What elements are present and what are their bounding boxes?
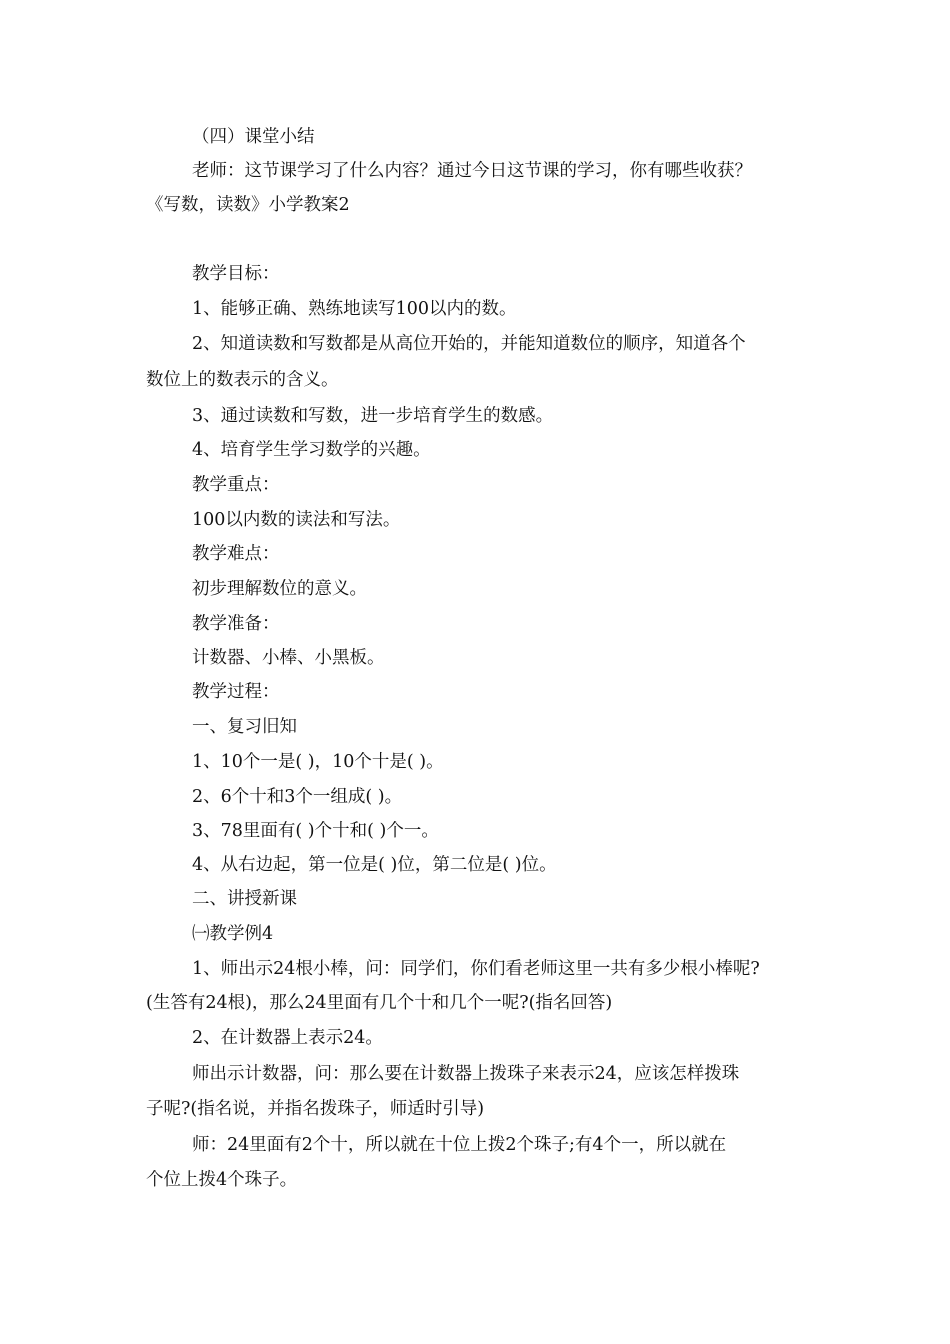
heading-objectives: 教学目标：	[192, 264, 280, 284]
subsection-heading: ㈠教学例4	[192, 924, 274, 944]
paragraph-line: 1、师出示24根小棒，问：同学们，你们看老师这里一共有多少根小棒呢?	[192, 959, 760, 979]
paragraph-line: 师出示计数器，问：那么要在计数器上拨珠子来表示24，应该怎样拨珠	[192, 1064, 740, 1084]
paragraph-line: 2、在计数器上表示24。	[192, 1028, 383, 1048]
heading-process: 教学过程：	[192, 682, 280, 702]
paragraph-line: 个位上拨4个珠子。	[146, 1170, 298, 1190]
section-heading-new-lesson: 二、讲授新课	[192, 889, 297, 909]
list-item: 3、通过读数和写数，进一步培育学生的数感。	[192, 406, 554, 426]
list-item: 2、知道读数和写数都是从高位开始的，并能知道数位的顺序，知道各个	[192, 334, 746, 354]
paragraph-line: 师：24里面有2个十，所以就在十位上拨2个珠子;有4个一，所以就在	[192, 1135, 727, 1155]
section-heading-summary: （四）课堂小结	[192, 127, 315, 147]
heading-key-points: 教学重点：	[192, 475, 280, 495]
paragraph-line: 老师：这节课学习了什么内容？通过今日这节课的学习，你有哪些收获？	[192, 161, 752, 181]
paragraph-line: 计数器、小棒、小黑板。	[192, 648, 385, 668]
section-heading-review: 一、复习旧知	[192, 717, 297, 737]
document-title: 《写数，读数》小学教案2	[146, 195, 350, 215]
heading-difficulties: 教学难点：	[192, 544, 280, 564]
paragraph-line: 100以内数的读法和写法。	[192, 510, 401, 530]
paragraph-line: (生答有24根)，那么24里面有几个十和几个一呢?(指名回答)	[146, 993, 613, 1013]
list-item-continuation: 数位上的数表示的含义。	[146, 370, 339, 390]
list-item: 1、能够正确、熟练地读写100以内的数。	[192, 299, 517, 319]
list-item: 3、78里面有( )个十和( )个一。	[192, 821, 439, 841]
list-item: 4、从右边起，第一位是( )位，第二位是( )位。	[192, 855, 557, 875]
paragraph-line: 子呢?(指名说，并指名拨珠子，师适时引导)	[146, 1099, 485, 1119]
heading-preparation: 教学准备：	[192, 614, 280, 634]
paragraph-line: 初步理解数位的意义。	[192, 579, 367, 599]
list-item: 4、培育学生学习数学的兴趣。	[192, 440, 431, 460]
list-item: 2、6个十和3个一组成( )。	[192, 787, 403, 807]
list-item: 1、10个一是( )，10个十是( )。	[192, 752, 444, 772]
